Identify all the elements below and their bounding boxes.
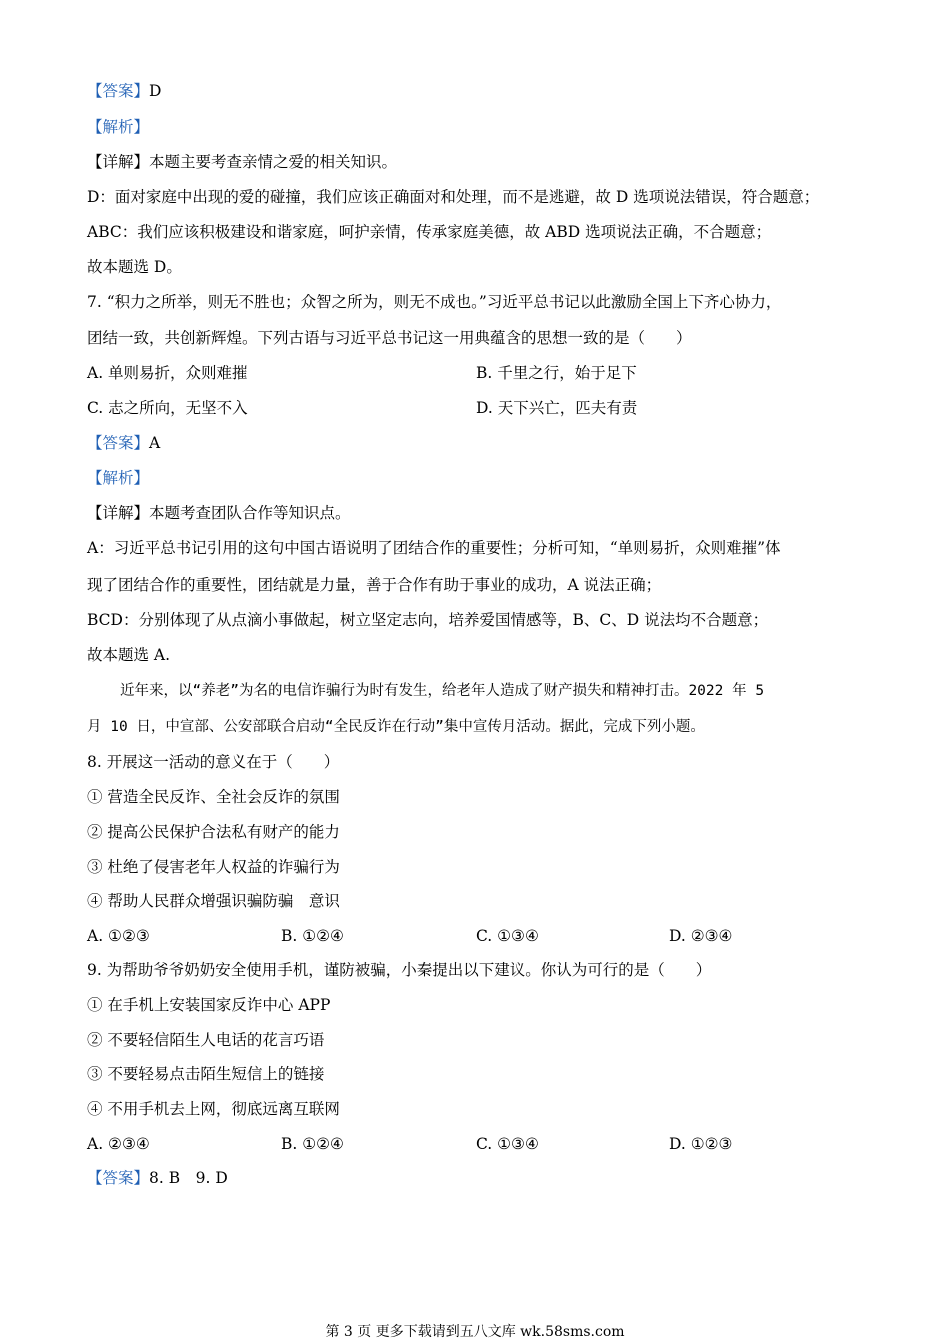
q8-stem: 8. 开展这一活动的意义在于（ ） — [87, 753, 340, 771]
material-line-2: 月 10 日，中宣部、公安部联合启动“全民反诈在行动”集中宣传月活动。据此，完成下列小题。 — [87, 719, 705, 735]
q7-stem-line-1: 7. “积力之所举，则无不胜也；众智之所为，则无不成也。”习近平总书记以此激励全国上下齐心协力， — [87, 293, 782, 311]
detail-tag: 【详解】 — [87, 153, 150, 171]
q9-option-c: C. ①③④ — [476, 1135, 539, 1153]
q9-item-2: ② 不要轻信陌生人电话的花言巧语 — [87, 1031, 325, 1049]
q6-explanation-abc: ABC：我们应该积极建设和谐家庭，呵护亲情，传承家庭美德，故 ABD 选项说法正确，不合题意； — [87, 223, 772, 241]
detail-text: 本题主要考查亲情之爱的相关知识。 — [149, 153, 398, 171]
answer-tag: 【答案】 — [87, 434, 150, 452]
q9-option-a: A. ②③④ — [87, 1135, 150, 1153]
q7-analysis-line — [87, 468, 890, 488]
q6-detail-line — [87, 152, 890, 172]
q9-item-3: ③ 不要轻易点击陌生短信上的链接 — [87, 1065, 325, 1083]
q8-option-d: D. ②③④ — [669, 927, 733, 945]
q9-option-b: B. ①②④ — [281, 1135, 344, 1153]
answer-value: A — [149, 434, 161, 452]
page-footer: 第 3 页 更多下载请到五八文库 wk.58sms.com — [325, 1324, 625, 1340]
material-line-1: 近年来，以“养老”为名的电信诈骗行为时有发生，给老年人造成了财产损失和精神打击。2022 年 5 — [120, 683, 765, 699]
q7-stem-line-2: 团结一致，共创新辉煌。下列古语与习近平总书记这一用典蕴含的思想一致的是（ ） — [87, 329, 692, 347]
q7-conclusion: 故本题选 A. — [87, 646, 171, 664]
q7-detail-line — [87, 503, 890, 523]
q7-option-d: D. 天下兴亡，匹夫有责 — [476, 399, 638, 417]
q8-item-4: ④ 帮助人民群众增强识骗防骗 意识 — [87, 892, 340, 910]
q6-answer-line — [87, 81, 890, 101]
q9-item-1: ① 在手机上安装国家反诈中心 APP — [87, 996, 331, 1014]
q8-option-a: A. ①②③ — [87, 927, 150, 945]
q7-answer-line — [87, 433, 890, 453]
answer-tag: 【答案】 — [87, 1169, 150, 1187]
q7-explanation-a-1: A：习近平总书记引用的这句中国古语说明了团结合作的重要性；分析可知，“单则易折，众则难摧”体 — [87, 539, 781, 557]
q6-explanation-d: D：面对家庭中出现的爱的碰撞，我们应该正确面对和处理，而不是逃避，故 D 选项说法错误，符合题意； — [87, 188, 820, 206]
q8-item-1: ① 营造全民反诈、全社会反诈的氛围 — [87, 788, 340, 806]
q8-option-c: C. ①③④ — [476, 927, 539, 945]
q9-option-d: D. ①②③ — [669, 1135, 733, 1153]
q6-analysis-line — [87, 117, 890, 137]
q7-option-b: B. 千里之行，始于足下 — [476, 364, 637, 382]
detail-tag: 【详解】 — [87, 504, 150, 522]
q7-explanation-bcd: BCD：分别体现了从点滴小事做起，树立坚定志向，培养爱国情感等，B、C、D 说法均不合题意； — [87, 611, 769, 629]
q8-9-answer-line — [87, 1168, 890, 1188]
detail-text: 本题考查团队合作等知识点。 — [149, 504, 351, 522]
answer-value: D — [149, 82, 162, 100]
answer-tag: 【答案】 — [87, 82, 150, 100]
q9-stem: 9. 为帮助爷爷奶奶安全使用手机，谨防被骗，小秦提出以下建议。你认为可行的是（ ） — [87, 961, 712, 979]
q6-conclusion: 故本题选 D。 — [87, 258, 182, 276]
analysis-tag: 【解析】 — [87, 118, 150, 136]
analysis-tag: 【解析】 — [87, 469, 150, 487]
q7-option-c: C. 志之所向，无坚不入 — [87, 399, 248, 417]
q7-explanation-a-2: 现了团结合作的重要性，团结就是力量，善于合作有助于事业的成功，A 说法正确； — [87, 576, 662, 594]
q7-option-a: A. 单则易折，众则难摧 — [87, 364, 248, 382]
q9-item-4: ④ 不用手机去上网，彻底远离互联网 — [87, 1100, 340, 1118]
q8-option-b: B. ①②④ — [281, 927, 344, 945]
q8-item-3: ③ 杜绝了侵害老年人权益的诈骗行为 — [87, 858, 340, 876]
answer-value: 8. B 9. D — [149, 1169, 228, 1187]
q8-item-2: ② 提高公民保护合法私有财产的能力 — [87, 823, 340, 841]
